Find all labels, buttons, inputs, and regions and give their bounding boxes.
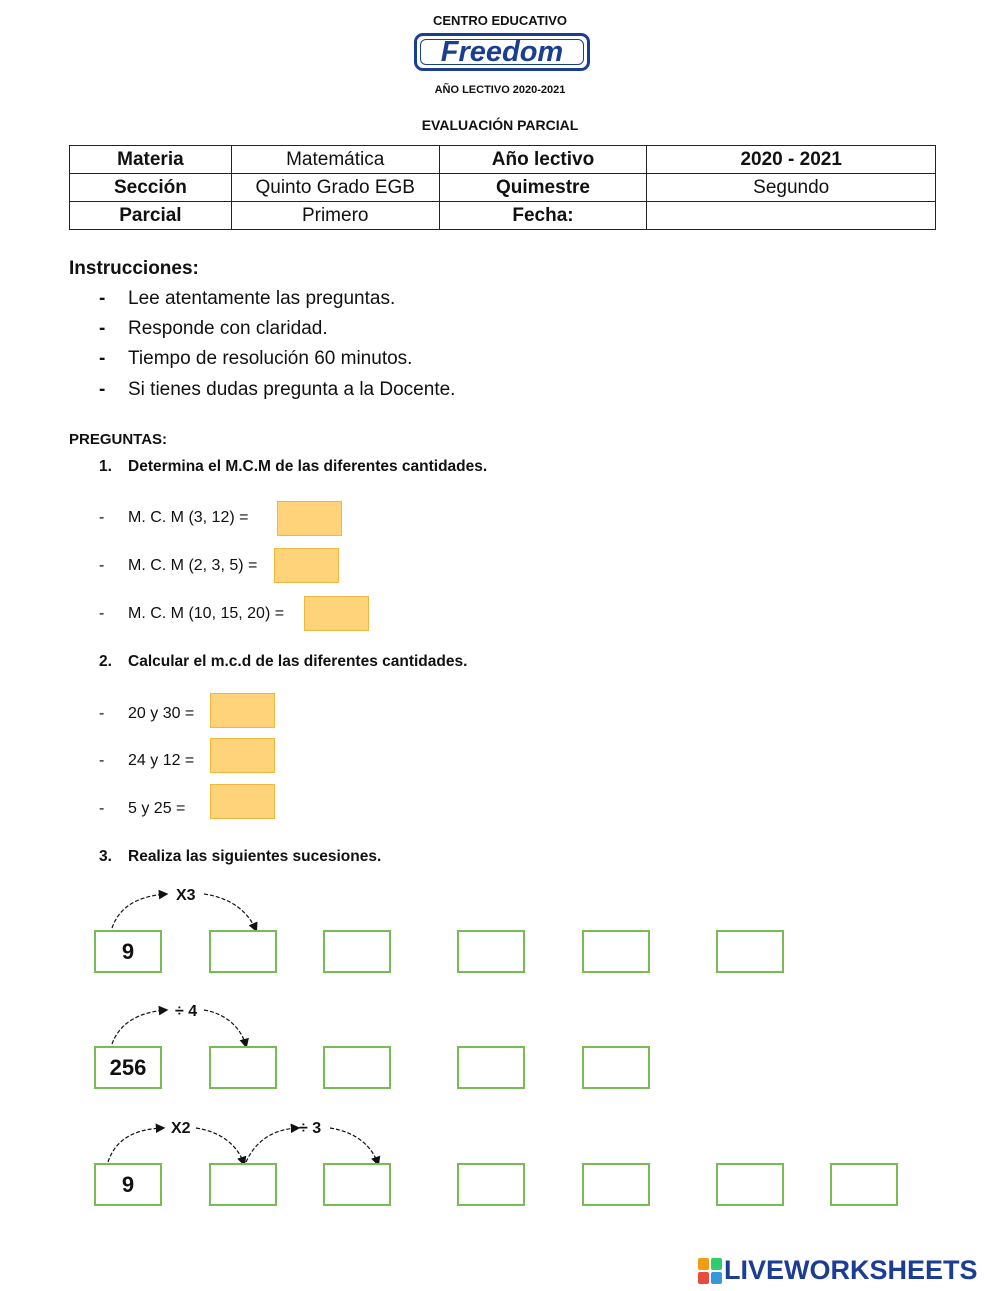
seq1-answer-box[interactable] bbox=[457, 930, 525, 973]
info-value: 2020 - 2021 bbox=[647, 146, 936, 174]
q1-answer-box[interactable] bbox=[304, 596, 369, 631]
info-label: Materia bbox=[70, 146, 232, 174]
arrow-icon bbox=[204, 1010, 246, 1046]
seq2-answer-box[interactable] bbox=[209, 1046, 277, 1089]
info-row bbox=[70, 174, 936, 202]
q2-item: - 24 y 12 = bbox=[99, 752, 195, 769]
seq2-operation: ÷ 4 bbox=[175, 1003, 198, 1020]
seq1-answer-box[interactable] bbox=[323, 930, 391, 973]
seq3-answer-box[interactable] bbox=[830, 1163, 898, 1206]
liveworksheets-icon bbox=[698, 1258, 724, 1286]
arrow-icon bbox=[108, 1128, 163, 1162]
info-label: Fecha: bbox=[439, 202, 647, 230]
school-name: CENTRO EDUCATIVO bbox=[432, 13, 568, 28]
seq3-answer-box[interactable] bbox=[323, 1163, 391, 1206]
q2-item: - 5 y 25 = bbox=[99, 800, 186, 817]
instruction-item: - Responde con claridad. bbox=[99, 318, 328, 339]
seq3-operation-2: ÷ 3 bbox=[299, 1120, 322, 1137]
info-value: Quinto Grado EGB bbox=[231, 174, 439, 202]
logo-text: Freedom bbox=[440, 36, 564, 68]
q2-answer-box[interactable] bbox=[210, 693, 275, 728]
arrow-icon bbox=[112, 894, 166, 928]
info-table bbox=[69, 145, 936, 230]
seq3-answer-box[interactable] bbox=[582, 1163, 650, 1206]
arrow-icon bbox=[196, 1128, 244, 1164]
liveworksheets-text: LIVEWORKSHEETS bbox=[724, 1255, 978, 1285]
seq3-answer-box[interactable] bbox=[716, 1163, 784, 1206]
freedom-logo bbox=[414, 33, 590, 71]
q1-item: - M. C. M (3, 12) = bbox=[99, 509, 249, 526]
seq3-answer-box[interactable] bbox=[457, 1163, 525, 1206]
arrow-icon bbox=[112, 1010, 166, 1044]
info-label: Año lectivo bbox=[439, 146, 647, 174]
seq3-operation-1: X2 bbox=[171, 1120, 191, 1137]
instructions-title: Instrucciones: bbox=[69, 258, 199, 279]
arrow-icon bbox=[246, 1128, 298, 1162]
question-1-title: 1. Determina el M.C.M de las diferentes cantidades. bbox=[99, 458, 488, 475]
q1-item: - M. C. M (10, 15, 20) = bbox=[99, 605, 285, 622]
seq1-answer-box[interactable] bbox=[716, 930, 784, 973]
info-value: Matemática bbox=[231, 146, 439, 174]
school-year-line: AÑO LECTIVO 2020-2021 bbox=[434, 84, 566, 96]
q2-answer-box[interactable] bbox=[210, 784, 275, 819]
q2-answer-box[interactable] bbox=[210, 738, 275, 773]
questions-title: PREGUNTAS: bbox=[69, 431, 168, 448]
seq1-operation: X3 bbox=[176, 887, 196, 904]
info-value: Primero bbox=[231, 202, 439, 230]
q1-answer-box[interactable] bbox=[274, 548, 339, 583]
liveworksheets-logo[interactable] bbox=[698, 1255, 978, 1285]
arrow-icon bbox=[330, 1128, 378, 1164]
sequence-arrows bbox=[0, 870, 1000, 1170]
q2-item: - 20 y 30 = bbox=[99, 705, 195, 722]
q1-item: - M. C. M (2, 3, 5) = bbox=[99, 557, 258, 574]
seq2-answer-box[interactable] bbox=[457, 1046, 525, 1089]
question-2-title: 2. Calcular el m.c.d de las diferentes cantidades. bbox=[99, 653, 468, 670]
seq2-start: 256 bbox=[94, 1046, 162, 1089]
q1-answer-box[interactable] bbox=[277, 501, 342, 536]
question-3-title: 3. Realiza las siguientes sucesiones. bbox=[99, 848, 382, 865]
instruction-item: - Tiempo de resolución 60 minutos. bbox=[99, 348, 413, 369]
seq1-start: 9 bbox=[94, 930, 162, 973]
arrow-icon bbox=[204, 894, 256, 930]
seq3-start: 9 bbox=[94, 1163, 162, 1206]
seq2-answer-box[interactable] bbox=[582, 1046, 650, 1089]
date-field[interactable] bbox=[647, 202, 936, 230]
info-row bbox=[70, 146, 936, 174]
seq1-answer-box[interactable] bbox=[209, 930, 277, 973]
info-row bbox=[70, 202, 936, 230]
info-label: Parcial bbox=[70, 202, 232, 230]
info-label: Quimestre bbox=[439, 174, 647, 202]
seq2-answer-box[interactable] bbox=[323, 1046, 391, 1089]
info-value: Segundo bbox=[647, 174, 936, 202]
instruction-item: - Si tienes dudas pregunta a la Docente. bbox=[99, 379, 456, 400]
info-label: Sección bbox=[70, 174, 232, 202]
seq3-answer-box[interactable] bbox=[209, 1163, 277, 1206]
evaluation-title: EVALUACIÓN PARCIAL bbox=[421, 117, 579, 133]
seq1-answer-box[interactable] bbox=[582, 930, 650, 973]
instruction-item: - Lee atentamente las preguntas. bbox=[99, 288, 396, 309]
